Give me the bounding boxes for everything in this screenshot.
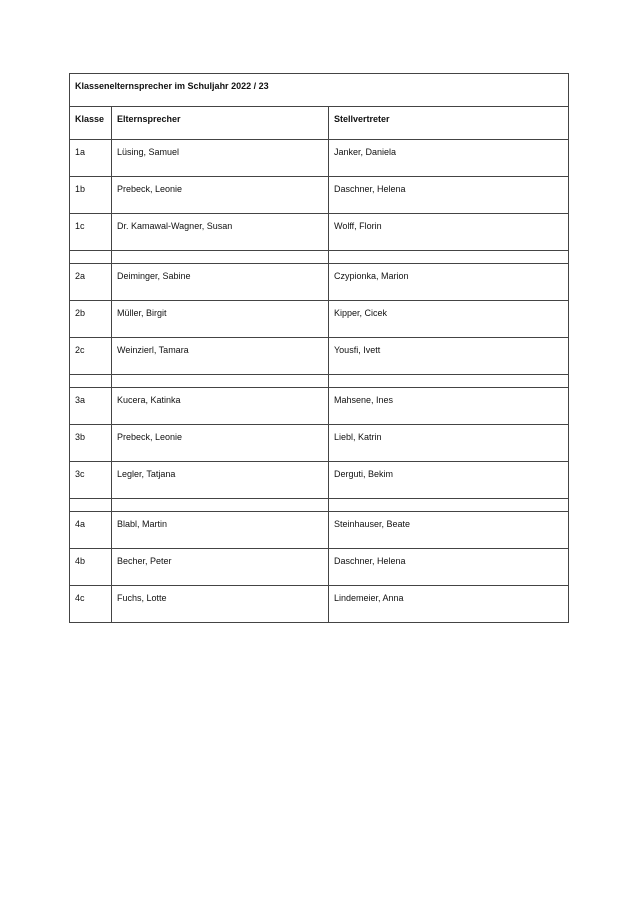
representative-cell: Kucera, Katinka <box>112 388 329 425</box>
representative-cell: Prebeck, Leonie <box>112 425 329 462</box>
representative-cell: Müller, Birgit <box>112 301 329 338</box>
deputy-cell: Mahsene, Ines <box>329 388 569 425</box>
header-klasse: Klasse <box>70 107 112 140</box>
deputy-cell: Janker, Daniela <box>329 140 569 177</box>
table-row <box>70 214 569 251</box>
class-cell: 3c <box>70 462 112 499</box>
deputy-cell: Wolff, Florin <box>329 214 569 251</box>
representative-cell: Lüsing, Samuel <box>112 140 329 177</box>
class-cell: 2a <box>70 264 112 301</box>
representative-cell: Dr. Kamawal-Wagner, Susan <box>112 214 329 251</box>
class-cell: 3a <box>70 388 112 425</box>
deputy-cell: Daschner, Helena <box>329 177 569 214</box>
deputy-cell: Daschner, Helena <box>329 549 569 586</box>
table-row <box>70 462 569 499</box>
spacer-row <box>70 251 569 264</box>
class-representatives-table <box>69 73 569 623</box>
representative-cell: Weinzierl, Tamara <box>112 338 329 375</box>
deputy-cell: Derguti, Bekim <box>329 462 569 499</box>
class-cell: 1a <box>70 140 112 177</box>
class-cell: 1b <box>70 177 112 214</box>
representative-cell: Becher, Peter <box>112 549 329 586</box>
empty-cell <box>329 375 569 388</box>
empty-cell <box>70 251 112 264</box>
empty-cell <box>329 251 569 264</box>
table-row <box>70 425 569 462</box>
deputy-cell: Yousfi, Ivett <box>329 338 569 375</box>
table-title-row <box>70 74 569 107</box>
empty-cell <box>112 499 329 512</box>
table-title: Klassenelternsprecher im Schuljahr 2022 / 23 <box>70 74 569 107</box>
representative-cell: Fuchs, Lotte <box>112 586 329 623</box>
empty-cell <box>70 375 112 388</box>
header-elternsprecher: Elternsprecher <box>112 107 329 140</box>
class-cell: 1c <box>70 214 112 251</box>
table-row <box>70 586 569 623</box>
empty-cell <box>329 499 569 512</box>
representative-cell: Blabl, Martin <box>112 512 329 549</box>
table-row <box>70 301 569 338</box>
deputy-cell: Kipper, Cicek <box>329 301 569 338</box>
deputy-cell: Lindemeier, Anna <box>329 586 569 623</box>
table-row <box>70 549 569 586</box>
class-cell: 2c <box>70 338 112 375</box>
empty-cell <box>112 251 329 264</box>
empty-cell <box>112 375 329 388</box>
class-cell: 4c <box>70 586 112 623</box>
table-row <box>70 140 569 177</box>
table-row <box>70 388 569 425</box>
representative-cell: Legler, Tatjana <box>112 462 329 499</box>
class-cell: 2b <box>70 301 112 338</box>
class-cell: 4b <box>70 549 112 586</box>
spacer-row <box>70 499 569 512</box>
table-row <box>70 177 569 214</box>
deputy-cell: Liebl, Katrin <box>329 425 569 462</box>
spacer-row <box>70 375 569 388</box>
class-cell: 3b <box>70 425 112 462</box>
class-cell: 4a <box>70 512 112 549</box>
deputy-cell: Czypionka, Marion <box>329 264 569 301</box>
representative-cell: Deiminger, Sabine <box>112 264 329 301</box>
header-stellvertreter: Stellvertreter <box>329 107 569 140</box>
deputy-cell: Steinhauser, Beate <box>329 512 569 549</box>
empty-cell <box>70 499 112 512</box>
table-row <box>70 264 569 301</box>
table-row <box>70 512 569 549</box>
representative-cell: Prebeck, Leonie <box>112 177 329 214</box>
table-header-row <box>70 107 569 140</box>
table-row <box>70 338 569 375</box>
